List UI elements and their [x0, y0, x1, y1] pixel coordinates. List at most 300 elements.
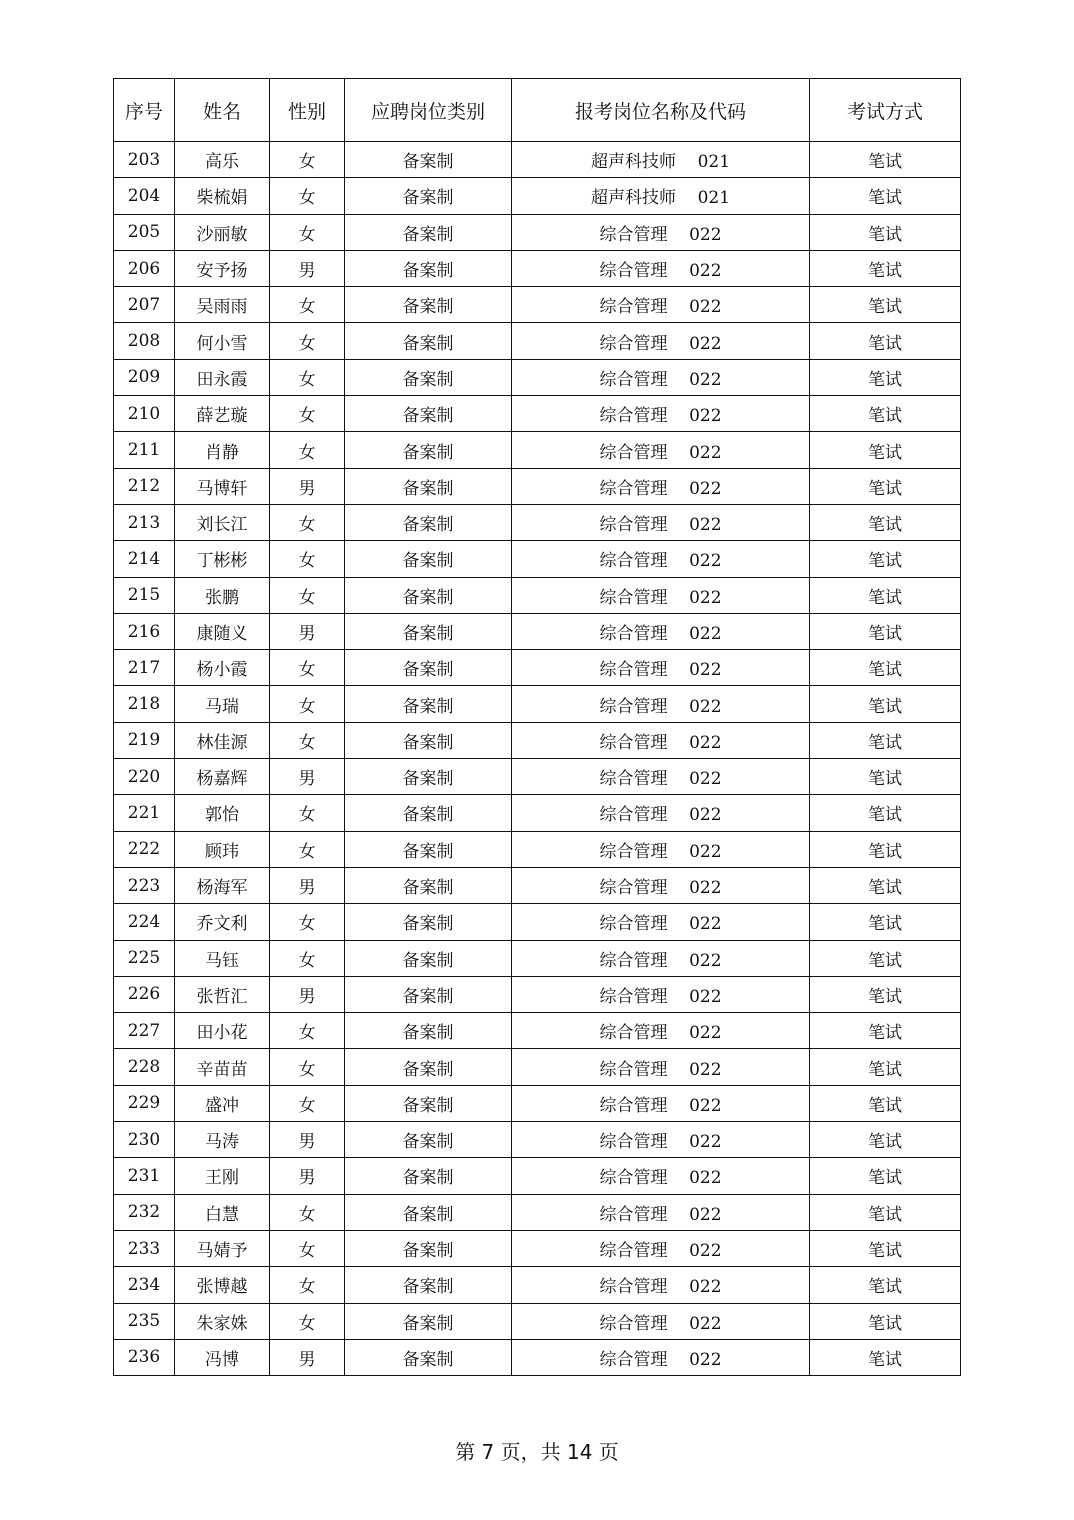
cell-no: 234 — [114, 1267, 175, 1303]
cell-no: 203 — [114, 142, 175, 178]
cell-name: 张鹏 — [175, 577, 270, 613]
cell-gender: 男 — [270, 250, 345, 286]
cell-position — [512, 323, 810, 359]
cell-position — [512, 904, 810, 940]
cell-gender: 女 — [270, 940, 345, 976]
position-spacer — [676, 188, 698, 208]
position-code: 022 — [689, 333, 722, 354]
table-row — [114, 323, 961, 359]
cell-gender: 男 — [270, 976, 345, 1012]
cell-position — [512, 976, 810, 1012]
cell-gender: 男 — [270, 867, 345, 903]
cell-position — [512, 504, 810, 540]
cell-gender: 女 — [270, 396, 345, 432]
cell-position — [512, 1013, 810, 1049]
cell-exam: 笔试 — [810, 396, 961, 432]
position-name: 综合管理 — [599, 551, 668, 572]
cell-position — [512, 1158, 810, 1194]
cell-name: 盛冲 — [175, 1085, 270, 1121]
cell-category: 备案制 — [345, 1085, 512, 1121]
position-code: 022 — [689, 1204, 722, 1225]
position-name: 综合管理 — [599, 1132, 668, 1153]
table-row — [114, 650, 961, 686]
table-row — [114, 396, 961, 432]
cell-no: 230 — [114, 1122, 175, 1158]
cell-name: 郭怡 — [175, 795, 270, 831]
cell-no: 207 — [114, 287, 175, 323]
position-spacer — [667, 914, 689, 934]
position-name: 综合管理 — [599, 261, 668, 282]
table-row — [114, 686, 961, 722]
cell-no: 231 — [114, 1158, 175, 1194]
cell-position — [512, 613, 810, 649]
cell-category: 备案制 — [345, 396, 512, 432]
table-row — [114, 831, 961, 867]
position-spacer — [667, 1277, 689, 1297]
cell-no: 208 — [114, 323, 175, 359]
cell-category: 备案制 — [345, 1267, 512, 1303]
cell-gender: 女 — [270, 541, 345, 577]
cell-no: 217 — [114, 650, 175, 686]
table-row — [114, 1049, 961, 1085]
cell-exam: 笔试 — [810, 504, 961, 540]
table-row — [114, 468, 961, 504]
cell-exam: 笔试 — [810, 904, 961, 940]
table-row — [114, 359, 961, 395]
cell-exam: 笔试 — [810, 940, 961, 976]
position-spacer — [667, 479, 689, 499]
cell-gender: 女 — [270, 650, 345, 686]
position-spacer — [667, 805, 689, 825]
position-spacer — [667, 225, 689, 245]
position-code: 022 — [689, 1168, 722, 1189]
position-name: 综合管理 — [599, 950, 668, 971]
position-code: 022 — [689, 841, 722, 862]
roster-table — [113, 78, 961, 1376]
cell-exam: 笔试 — [810, 831, 961, 867]
cell-exam: 笔试 — [810, 722, 961, 758]
cell-gender: 女 — [270, 323, 345, 359]
cell-name: 马涛 — [175, 1122, 270, 1158]
cell-position — [512, 722, 810, 758]
cell-name: 朱家姝 — [175, 1303, 270, 1339]
cell-position — [512, 650, 810, 686]
cell-gender: 男 — [270, 1158, 345, 1194]
cell-category: 备案制 — [345, 323, 512, 359]
cell-name: 冯博 — [175, 1339, 270, 1375]
cell-position — [512, 432, 810, 468]
cell-category: 备案制 — [345, 504, 512, 540]
cell-position — [512, 759, 810, 795]
cell-name: 康随义 — [175, 613, 270, 649]
position-code: 022 — [689, 1241, 722, 1262]
table-row — [114, 504, 961, 540]
position-name: 综合管理 — [599, 224, 668, 245]
cell-no: 226 — [114, 976, 175, 1012]
cell-gender: 女 — [270, 1085, 345, 1121]
position-spacer — [667, 1314, 689, 1334]
cell-category: 备案制 — [345, 1230, 512, 1266]
cell-category: 备案制 — [345, 722, 512, 758]
cell-name: 马钰 — [175, 940, 270, 976]
cell-category: 备案制 — [345, 359, 512, 395]
position-spacer — [667, 769, 689, 789]
cell-category: 备案制 — [345, 904, 512, 940]
position-code: 022 — [689, 478, 722, 499]
cell-gender: 女 — [270, 1049, 345, 1085]
position-spacer — [667, 551, 689, 571]
position-spacer — [667, 297, 689, 317]
position-code: 022 — [689, 1132, 722, 1153]
position-spacer — [667, 624, 689, 644]
position-spacer — [667, 515, 689, 535]
cell-no: 210 — [114, 396, 175, 432]
header-exam: 考试方式 — [810, 79, 961, 142]
cell-category: 备案制 — [345, 831, 512, 867]
position-name: 综合管理 — [599, 1204, 668, 1225]
position-name: 综合管理 — [599, 369, 668, 390]
cell-name: 白慧 — [175, 1194, 270, 1230]
cell-gender: 女 — [270, 795, 345, 831]
table-row — [114, 287, 961, 323]
table-row — [114, 976, 961, 1012]
position-name: 综合管理 — [599, 1349, 668, 1370]
cell-no: 225 — [114, 940, 175, 976]
position-spacer — [667, 1132, 689, 1152]
cell-name: 高乐 — [175, 142, 270, 178]
cell-name: 杨小霞 — [175, 650, 270, 686]
position-name: 超声科技师 — [590, 152, 676, 173]
cell-name: 何小雪 — [175, 323, 270, 359]
position-spacer — [667, 443, 689, 463]
cell-category: 备案制 — [345, 577, 512, 613]
position-code: 022 — [689, 369, 722, 390]
cell-gender: 女 — [270, 904, 345, 940]
cell-no: 215 — [114, 577, 175, 613]
cell-category: 备案制 — [345, 214, 512, 250]
cell-no: 218 — [114, 686, 175, 722]
position-name: 综合管理 — [599, 732, 668, 753]
cell-position — [512, 1339, 810, 1375]
position-code: 022 — [689, 696, 722, 717]
cell-name: 顾玮 — [175, 831, 270, 867]
position-code: 021 — [697, 152, 731, 173]
cell-category: 备案制 — [345, 432, 512, 468]
cell-exam: 笔试 — [810, 976, 961, 1012]
cell-position — [512, 1230, 810, 1266]
cell-gender: 男 — [270, 468, 345, 504]
table-row — [114, 178, 961, 214]
cell-name: 马博轩 — [175, 468, 270, 504]
cell-gender: 女 — [270, 1303, 345, 1339]
position-name: 综合管理 — [599, 1059, 668, 1080]
table-row — [114, 904, 961, 940]
cell-exam: 笔试 — [810, 250, 961, 286]
cell-no: 227 — [114, 1013, 175, 1049]
cell-gender: 女 — [270, 722, 345, 758]
position-spacer — [667, 261, 689, 281]
position-name: 综合管理 — [599, 1277, 668, 1298]
cell-position — [512, 541, 810, 577]
position-code: 022 — [689, 732, 722, 753]
table-row — [114, 541, 961, 577]
cell-no: 211 — [114, 432, 175, 468]
cell-name: 薛艺璇 — [175, 396, 270, 432]
cell-category: 备案制 — [345, 287, 512, 323]
position-spacer — [667, 697, 689, 717]
position-code: 022 — [689, 1277, 722, 1298]
position-code: 022 — [689, 805, 722, 826]
header-category: 应聘岗位类别 — [345, 79, 512, 142]
cell-exam: 笔试 — [810, 287, 961, 323]
position-code: 022 — [689, 587, 722, 608]
cell-gender: 女 — [270, 359, 345, 395]
table-row — [114, 1339, 961, 1375]
cell-position — [512, 1049, 810, 1085]
cell-exam: 笔试 — [810, 795, 961, 831]
cell-position — [512, 1122, 810, 1158]
header-name: 姓名 — [175, 79, 270, 142]
position-name: 综合管理 — [599, 841, 668, 862]
cell-exam: 笔试 — [810, 541, 961, 577]
cell-no: 204 — [114, 178, 175, 214]
position-name: 超声科技师 — [590, 188, 676, 209]
position-name: 综合管理 — [599, 769, 668, 790]
position-code: 022 — [689, 297, 722, 318]
position-name: 综合管理 — [599, 1313, 668, 1334]
position-spacer — [667, 1168, 689, 1188]
cell-category: 备案制 — [345, 541, 512, 577]
cell-category: 备案制 — [345, 759, 512, 795]
cell-category: 备案制 — [345, 1158, 512, 1194]
position-spacer — [676, 152, 698, 172]
cell-gender: 女 — [270, 577, 345, 613]
cell-exam: 笔试 — [810, 178, 961, 214]
cell-no: 223 — [114, 867, 175, 903]
cell-name: 辛苗苗 — [175, 1049, 270, 1085]
cell-gender: 男 — [270, 613, 345, 649]
cell-gender: 女 — [270, 504, 345, 540]
table-row — [114, 722, 961, 758]
position-code: 022 — [689, 1095, 722, 1116]
cell-no: 232 — [114, 1194, 175, 1230]
position-code: 022 — [689, 660, 722, 681]
cell-no: 228 — [114, 1049, 175, 1085]
position-code: 022 — [689, 914, 722, 935]
position-code: 022 — [689, 442, 722, 463]
position-spacer — [667, 1060, 689, 1080]
cell-exam: 笔试 — [810, 214, 961, 250]
cell-category: 备案制 — [345, 650, 512, 686]
cell-name: 杨嘉辉 — [175, 759, 270, 795]
table-row — [114, 1085, 961, 1121]
cell-name: 王刚 — [175, 1158, 270, 1194]
position-name: 综合管理 — [599, 624, 668, 644]
cell-gender: 男 — [270, 1339, 345, 1375]
cell-name: 杨海军 — [175, 867, 270, 903]
position-spacer — [667, 878, 689, 898]
cell-position — [512, 940, 810, 976]
cell-name: 张博越 — [175, 1267, 270, 1303]
cell-exam: 笔试 — [810, 359, 961, 395]
cell-exam: 笔试 — [810, 1303, 961, 1339]
cell-category: 备案制 — [345, 1122, 512, 1158]
cell-category: 备案制 — [345, 940, 512, 976]
table-row — [114, 1230, 961, 1266]
position-spacer — [667, 1096, 689, 1116]
cell-category: 备案制 — [345, 795, 512, 831]
cell-name: 沙丽敏 — [175, 214, 270, 250]
cell-gender: 女 — [270, 1013, 345, 1049]
cell-gender: 男 — [270, 1122, 345, 1158]
table-row — [114, 795, 961, 831]
cell-no: 214 — [114, 541, 175, 577]
cell-no: 222 — [114, 831, 175, 867]
header-gender: 性别 — [270, 79, 345, 142]
position-name: 综合管理 — [599, 587, 668, 608]
cell-no: 224 — [114, 904, 175, 940]
position-code: 022 — [689, 406, 722, 427]
position-code: 022 — [689, 986, 722, 1007]
cell-gender: 女 — [270, 178, 345, 214]
table-row — [114, 613, 961, 649]
position-name: 综合管理 — [599, 878, 668, 899]
cell-exam: 笔试 — [810, 867, 961, 903]
position-spacer — [667, 370, 689, 390]
cell-exam: 笔试 — [810, 468, 961, 504]
position-code: 022 — [689, 769, 722, 790]
roster-body — [114, 142, 961, 1376]
position-spacer — [667, 733, 689, 753]
cell-exam: 笔试 — [810, 1158, 961, 1194]
cell-exam: 笔试 — [810, 1013, 961, 1049]
table-row — [114, 577, 961, 613]
position-code: 022 — [689, 878, 722, 899]
cell-position — [512, 468, 810, 504]
cell-gender: 女 — [270, 287, 345, 323]
table-row — [114, 1013, 961, 1049]
position-code: 022 — [689, 515, 722, 536]
table-row — [114, 142, 961, 178]
position-name: 综合管理 — [599, 1023, 668, 1044]
cell-position — [512, 795, 810, 831]
position-name: 综合管理 — [599, 914, 668, 935]
cell-position — [512, 287, 810, 323]
page-number: 第 7 页，共 14 页 — [455, 1440, 619, 1464]
cell-category: 备案制 — [345, 1339, 512, 1375]
position-name: 综合管理 — [599, 406, 668, 427]
cell-position — [512, 396, 810, 432]
position-name: 综合管理 — [599, 1241, 668, 1262]
cell-exam: 笔试 — [810, 1194, 961, 1230]
table-row — [114, 1267, 961, 1303]
position-spacer — [667, 406, 689, 426]
cell-name: 吴雨雨 — [175, 287, 270, 323]
position-name: 综合管理 — [599, 1168, 668, 1189]
position-spacer — [667, 951, 689, 971]
cell-exam: 笔试 — [810, 432, 961, 468]
cell-category: 备案制 — [345, 178, 512, 214]
position-name: 综合管理 — [599, 333, 668, 354]
position-spacer — [667, 334, 689, 354]
cell-no: 212 — [114, 468, 175, 504]
cell-name: 安予扬 — [175, 250, 270, 286]
cell-gender: 女 — [270, 1267, 345, 1303]
cell-position — [512, 831, 810, 867]
position-name: 综合管理 — [599, 805, 668, 826]
position-spacer — [667, 842, 689, 862]
cell-gender: 女 — [270, 1194, 345, 1230]
cell-gender: 女 — [270, 831, 345, 867]
cell-position — [512, 1267, 810, 1303]
position-code: 022 — [689, 224, 722, 245]
position-name: 综合管理 — [599, 986, 668, 1007]
table-row — [114, 759, 961, 795]
cell-gender: 女 — [270, 1230, 345, 1266]
cell-exam: 笔试 — [810, 1085, 961, 1121]
cell-no: 206 — [114, 250, 175, 286]
cell-name: 马婧予 — [175, 1230, 270, 1266]
position-spacer — [667, 987, 689, 1007]
cell-position — [512, 250, 810, 286]
cell-exam: 笔试 — [810, 142, 961, 178]
cell-no: 220 — [114, 759, 175, 795]
cell-no: 216 — [114, 613, 175, 649]
cell-name: 马瑞 — [175, 686, 270, 722]
cell-exam: 笔试 — [810, 323, 961, 359]
cell-exam: 笔试 — [810, 1049, 961, 1085]
table-row — [114, 214, 961, 250]
cell-exam: 笔试 — [810, 1122, 961, 1158]
cell-position — [512, 1085, 810, 1121]
cell-position — [512, 178, 810, 214]
cell-position — [512, 214, 810, 250]
position-spacer — [667, 1241, 689, 1261]
cell-category: 备案制 — [345, 468, 512, 504]
cell-position — [512, 1194, 810, 1230]
cell-name: 田小花 — [175, 1013, 270, 1049]
cell-no: 213 — [114, 504, 175, 540]
cell-exam: 笔试 — [810, 1339, 961, 1375]
position-code: 021 — [697, 188, 731, 209]
cell-category: 备案制 — [345, 1303, 512, 1339]
cell-position — [512, 867, 810, 903]
header-row — [114, 79, 961, 142]
position-code: 022 — [689, 1023, 722, 1044]
cell-gender: 男 — [270, 759, 345, 795]
position-name: 综合管理 — [599, 696, 668, 717]
cell-gender: 女 — [270, 432, 345, 468]
cell-category: 备案制 — [345, 1194, 512, 1230]
position-spacer — [667, 1023, 689, 1043]
position-name: 综合管理 — [599, 297, 668, 318]
header-position: 报考岗位名称及代码 — [512, 79, 810, 142]
cell-category: 备案制 — [345, 250, 512, 286]
position-name: 综合管理 — [599, 515, 668, 536]
position-code: 022 — [689, 551, 722, 572]
cell-name: 丁彬彬 — [175, 541, 270, 577]
table-row — [114, 940, 961, 976]
cell-name: 肖静 — [175, 432, 270, 468]
position-code: 022 — [689, 624, 722, 644]
cell-no: 221 — [114, 795, 175, 831]
position-code: 022 — [689, 1059, 722, 1080]
cell-exam: 笔试 — [810, 613, 961, 649]
cell-category: 备案制 — [345, 142, 512, 178]
position-spacer — [667, 660, 689, 680]
cell-position — [512, 1303, 810, 1339]
position-spacer — [667, 1350, 689, 1370]
